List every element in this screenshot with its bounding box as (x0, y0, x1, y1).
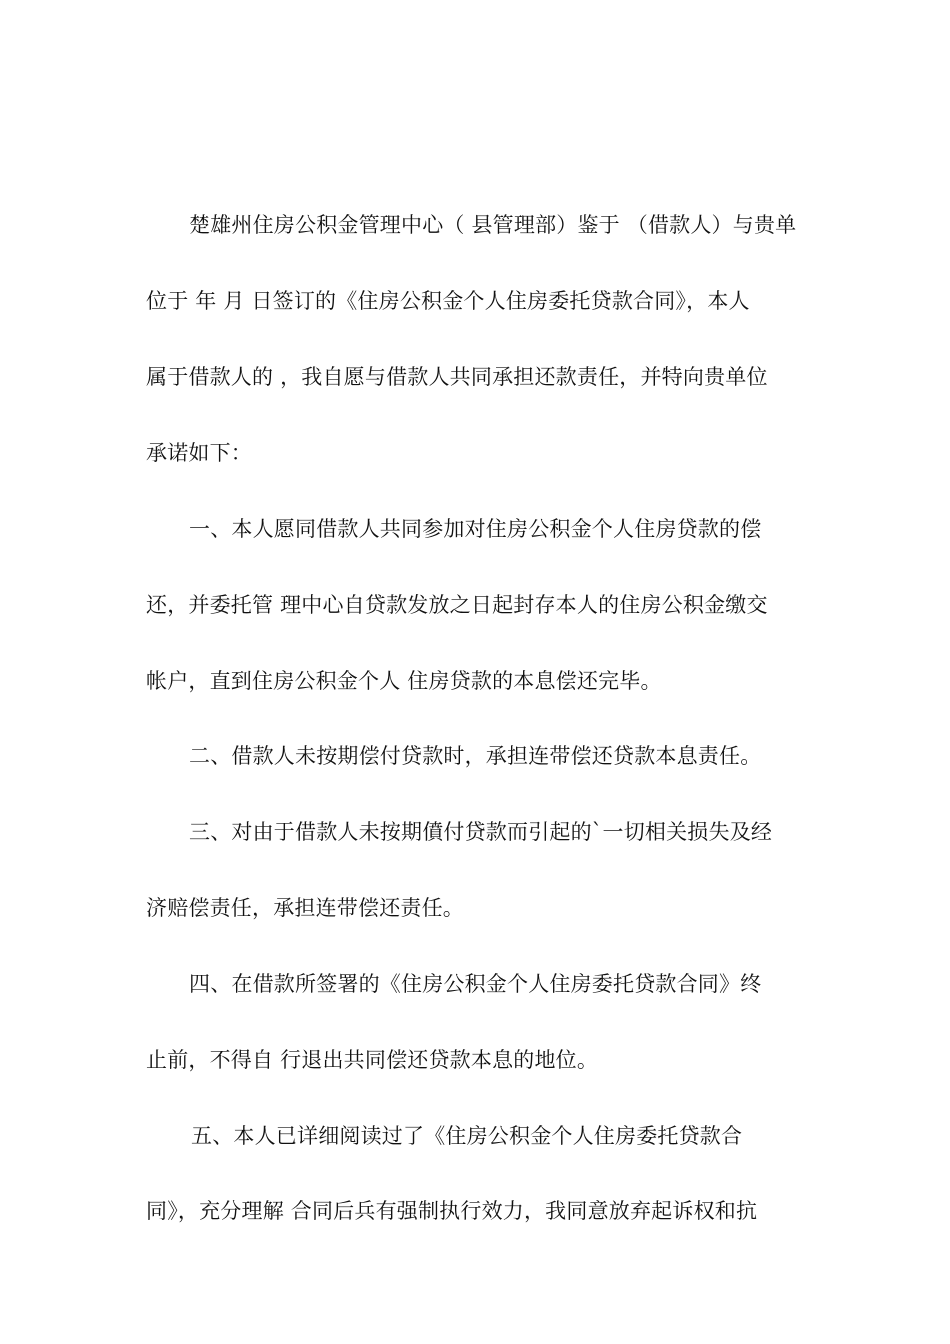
paragraph-intro-line-4: 承诺如下： (146, 441, 252, 465)
clause-four-line-2: 止前，不得自 行退出共同偿还贷款本息的地位。 (146, 1048, 599, 1072)
clause-one-line-3: 帐户，直到住房公积金个人 住房贷款的本息偿还完毕。 (146, 669, 662, 693)
paragraph-intro-line-1: 楚雄州住房公积金管理中心（ 县管理部）鉴于 （借款人）与贵单 (189, 213, 797, 237)
clause-three-line-1: 三、对由于借款人未按期僨付贷款而引起的`一切相关损失及经 (189, 820, 773, 844)
clause-one-line-2: 还，并委托管 理中心自贷款发放之日起封存本人的住房公积金缴交 (146, 593, 768, 617)
paragraph-intro-line-3: 属于借款人的 ，我自愿与借款人共同承担还款责任，并特向贵单位 (146, 365, 768, 389)
clause-five-line-2: 同》，充分理解 合同后兵有强制执行效力，我同意放弃起诉权和抗 (146, 1199, 758, 1223)
clause-four-line-1: 四、在借款所签署的《住房公积金个人住房委托贷款合同》终 (189, 972, 762, 996)
clause-five-line-1: 五、本人已详细阅读过了《住房公积金个人住房委托贷款合 (191, 1124, 743, 1148)
clause-two-line-1: 二、借款人未按期偿付贷款时，承担连带偿还贷款本息责任。 (189, 744, 762, 768)
clause-one-line-1: 一、本人愿同借款人共同参加对住房公积金个人住房贷款的偿 (189, 517, 762, 541)
paragraph-intro-line-2: 位于 年 月 日签订的《住房公积金个人住房委托贷款合同》，本人 (146, 289, 750, 313)
clause-three-line-2: 济赔偿责任，承担连带偿还责任。 (146, 896, 464, 920)
